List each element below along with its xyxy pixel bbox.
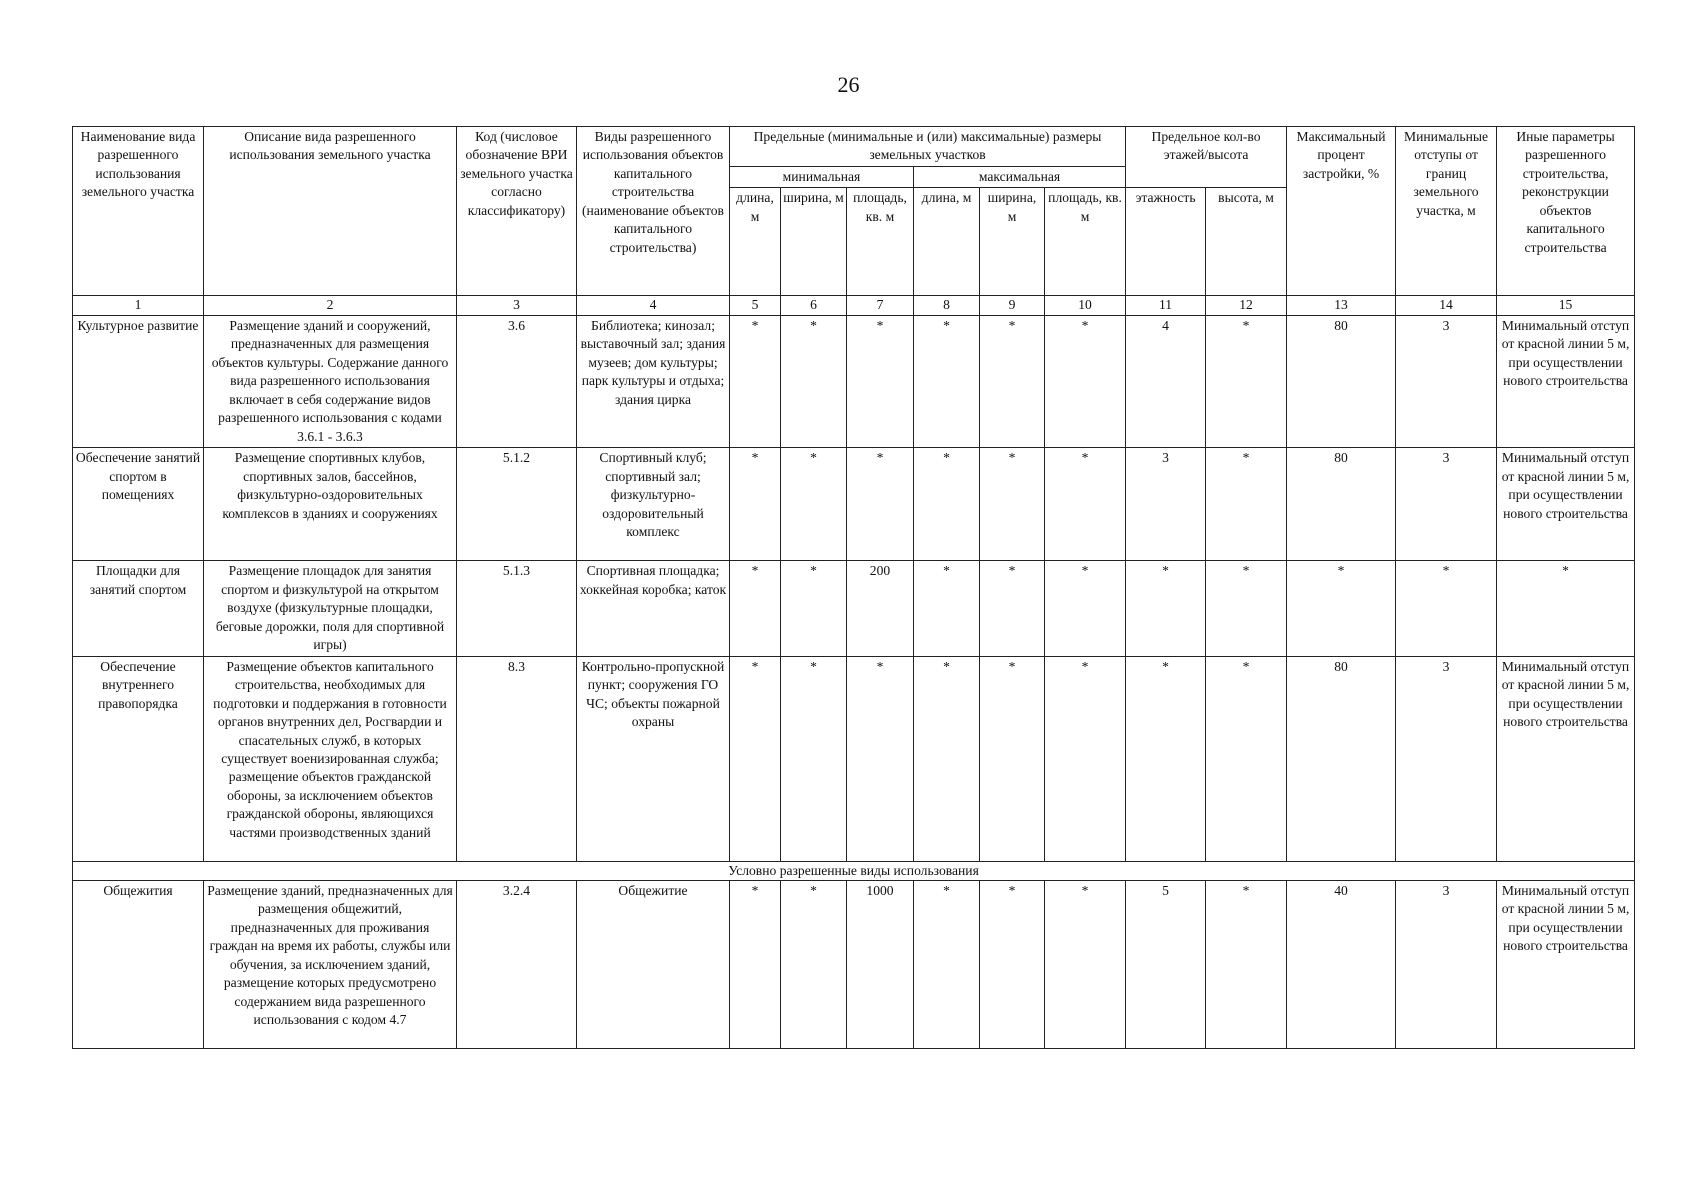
cell-objects: Спортивный клуб; спортивный зал; физкультурно-оздоровительный комплекс — [577, 448, 730, 561]
column-number: 11 — [1126, 296, 1206, 315]
cell-max-length: * — [914, 561, 980, 656]
cell-max-length: * — [914, 880, 980, 1048]
zoning-table — [72, 126, 1635, 1049]
cell-max-area: * — [1045, 315, 1126, 447]
table-row — [73, 448, 1635, 561]
cell-max-length: * — [914, 315, 980, 447]
cell-height: * — [1206, 880, 1287, 1048]
header-other-params: Иные параметры разрешенного строительства, реконструкции объектов капитального строительства — [1497, 127, 1635, 296]
cell-objects: Общежитие — [577, 880, 730, 1048]
cell-min-width: * — [781, 315, 847, 447]
section-title: Условно разрешенные виды использования — [73, 861, 1635, 880]
header-max-width: ширина, м — [980, 188, 1045, 296]
cell-description: Размещение площадок для занятия спортом и физкультурой на открытом воздухе (физкультурные площадки, беговые дорожки, поля для спортивной игры) — [204, 561, 457, 656]
cell-max-length: * — [914, 448, 980, 561]
header-min-width: ширина, м — [781, 188, 847, 296]
cell-max-area: * — [1045, 561, 1126, 656]
cell-min-area: 200 — [847, 561, 914, 656]
cell-min-area: * — [847, 315, 914, 447]
page-number: 26 — [837, 72, 860, 97]
cell-max-percent: 80 — [1287, 656, 1396, 861]
header-height: высота, м — [1206, 188, 1287, 296]
header-name: Наименование вида разрешенного использования земельного участка — [73, 127, 204, 296]
cell-min-area: * — [847, 656, 914, 861]
cell-description: Размещение объектов капитального строительства, необходимых для подготовки и поддержания в готовности органов внутренних дел, Росгвардии и спасательных служб, в которых существует военизированная служба; размещение объектов гражданской обороны, за исключением объектов гражданской обороны, являющихся частями производственных зданий — [204, 656, 457, 861]
cell-max-width: * — [980, 880, 1045, 1048]
cell-min-area: * — [847, 448, 914, 561]
column-number: 10 — [1045, 296, 1126, 315]
cell-max-percent: 40 — [1287, 880, 1396, 1048]
column-number: 9 — [980, 296, 1045, 315]
column-number: 12 — [1206, 296, 1287, 315]
cell-code: 8.3 — [457, 656, 577, 861]
table-row — [73, 880, 1635, 1048]
column-number: 1 — [73, 296, 204, 315]
cell-max-area: * — [1045, 880, 1126, 1048]
cell-name: Культурное развитие — [73, 315, 204, 447]
cell-name: Общежития — [73, 880, 204, 1048]
cell-name: Площадки для занятий спортом — [73, 561, 204, 656]
header-max-area: площадь, кв. м — [1045, 188, 1126, 296]
cell-other: Минимальный отступ от красной линии 5 м, при осуществлении нового строительства — [1497, 656, 1635, 861]
cell-min-width: * — [781, 656, 847, 861]
cell-min-length: * — [730, 880, 781, 1048]
cell-min-offset: * — [1396, 561, 1497, 656]
cell-objects: Контрольно-пропускной пункт; сооружения ГО ЧС; объекты пожарной охраны — [577, 656, 730, 861]
header-min-offset: Минимальные отступы от границ земельного участка, м — [1396, 127, 1497, 296]
column-number: 3 — [457, 296, 577, 315]
cell-min-length: * — [730, 561, 781, 656]
cell-min-width: * — [781, 561, 847, 656]
cell-code: 5.1.2 — [457, 448, 577, 561]
cell-min-offset: 3 — [1396, 656, 1497, 861]
cell-name: Обеспечение внутреннего правопорядка — [73, 656, 204, 861]
header-code: Код (числовое обозначение ВРИ земельного участка согласно классификатору) — [457, 127, 577, 296]
column-number: 13 — [1287, 296, 1396, 315]
column-number: 8 — [914, 296, 980, 315]
header-plot-sizes: Предельные (минимальные и (или) максимальные) размеры земельных участков — [730, 127, 1126, 167]
cell-min-length: * — [730, 448, 781, 561]
cell-max-percent: 80 — [1287, 315, 1396, 447]
column-number: 4 — [577, 296, 730, 315]
cell-height: * — [1206, 561, 1287, 656]
header-min-area: площадь, кв. м — [847, 188, 914, 296]
cell-min-area: 1000 — [847, 880, 914, 1048]
cell-other: Минимальный отступ от красной линии 5 м, при осуществлении нового строительства — [1497, 315, 1635, 447]
section-row — [73, 861, 1635, 880]
header-max-percent: Максимальный процент застройки, % — [1287, 127, 1396, 296]
cell-min-length: * — [730, 656, 781, 861]
cell-min-offset: 3 — [1396, 880, 1497, 1048]
cell-max-width: * — [980, 561, 1045, 656]
cell-height: * — [1206, 448, 1287, 561]
cell-description: Размещение спортивных клубов, спортивных залов, бассейнов, физкультурно-оздоровительных комплексов в зданиях и сооружениях — [204, 448, 457, 561]
cell-floors: 4 — [1126, 315, 1206, 447]
cell-other: Минимальный отступ от красной линии 5 м, при осуществлении нового строительства — [1497, 880, 1635, 1048]
cell-height: * — [1206, 656, 1287, 861]
cell-floors: * — [1126, 561, 1206, 656]
header-row-1 — [73, 127, 1635, 167]
cell-description: Размещение зданий, предназначенных для размещения общежитий, предназначенных для проживания граждан на время их работы, службы или обучения, за исключением зданий, размещение которых предусмотрено содержанием вида разрешенного использования с кодом 4.7 — [204, 880, 457, 1048]
column-number: 14 — [1396, 296, 1497, 315]
header-min: минимальная — [730, 166, 914, 187]
column-number: 6 — [781, 296, 847, 315]
header-floors: этажность — [1126, 188, 1206, 296]
cell-other: * — [1497, 561, 1635, 656]
cell-max-width: * — [980, 315, 1045, 447]
cell-objects: Библиотека; кинозал; выставочный зал; здания музеев; дом культуры; парк культуры и отдыха; здания цирка — [577, 315, 730, 447]
column-number: 5 — [730, 296, 781, 315]
header-max: максимальная — [914, 166, 1126, 187]
cell-min-width: * — [781, 448, 847, 561]
cell-floors: 5 — [1126, 880, 1206, 1048]
cell-name: Обеспечение занятий спортом в помещениях — [73, 448, 204, 561]
cell-max-area: * — [1045, 656, 1126, 861]
header-max-length: длина, м — [914, 188, 980, 296]
cell-floors: * — [1126, 656, 1206, 861]
cell-max-area: * — [1045, 448, 1126, 561]
cell-floors: 3 — [1126, 448, 1206, 561]
header-floors-height: Предельное кол-во этажей/высота — [1126, 127, 1287, 188]
cell-max-width: * — [980, 448, 1045, 561]
cell-description: Размещение зданий и сооружений, предназначенных для размещения объектов культуры. Содержание данного вида разрешенного использования включает в себя содержание видов разрешенного использования с кодами 3.6.1 - 3.6.3 — [204, 315, 457, 447]
cell-max-width: * — [980, 656, 1045, 861]
cell-height: * — [1206, 315, 1287, 447]
header-description: Описание вида разрешенного использования земельного участка — [204, 127, 457, 296]
cell-min-length: * — [730, 315, 781, 447]
column-number: 7 — [847, 296, 914, 315]
cell-min-offset: 3 — [1396, 448, 1497, 561]
column-number: 15 — [1497, 296, 1635, 315]
cell-max-percent: 80 — [1287, 448, 1396, 561]
cell-objects: Спортивная площадка; хоккейная коробка; каток — [577, 561, 730, 656]
cell-other: Минимальный отступ от красной линии 5 м, при осуществлении нового строительства — [1497, 448, 1635, 561]
table-row — [73, 561, 1635, 656]
column-number: 2 — [204, 296, 457, 315]
header-min-length: длина, м — [730, 188, 781, 296]
table-row — [73, 315, 1635, 447]
column-number-row — [73, 296, 1635, 315]
cell-max-length: * — [914, 656, 980, 861]
cell-max-percent: * — [1287, 561, 1396, 656]
header-objects: Виды разрешенного использования объектов капитального строительства (наименование объектов капитального строительства) — [577, 127, 730, 296]
table-row — [73, 656, 1635, 861]
cell-code: 3.2.4 — [457, 880, 577, 1048]
cell-min-width: * — [781, 880, 847, 1048]
cell-code: 5.1.3 — [457, 561, 577, 656]
cell-code: 3.6 — [457, 315, 577, 447]
cell-min-offset: 3 — [1396, 315, 1497, 447]
